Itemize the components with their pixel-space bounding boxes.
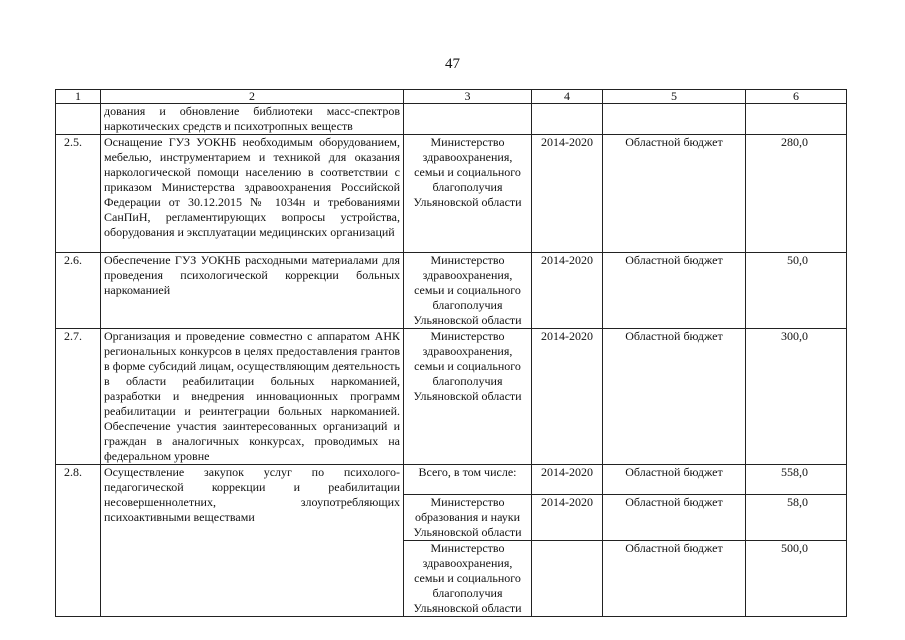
table-row — [56, 329, 847, 465]
period: 2014-2020 — [532, 135, 603, 253]
measure-description: дования и обновление библиотеки масс-спектров наркотических средств и психотропных веществ — [101, 104, 404, 135]
row-number — [56, 104, 101, 135]
row-number: 2.8. — [56, 465, 101, 617]
header-cell: 6 — [746, 90, 847, 104]
funding-source: Областной бюджет — [603, 465, 746, 495]
period: 2014-2020 — [532, 465, 603, 495]
header-cell: 5 — [603, 90, 746, 104]
executor: Министерство здравоохранения, семьи и социального благополучия Ульяновской области — [404, 135, 532, 253]
amount: 58,0 — [746, 495, 847, 541]
table-row — [56, 465, 847, 495]
period — [532, 104, 603, 135]
amount: 280,0 — [746, 135, 847, 253]
funding-source: Областной бюджет — [603, 253, 746, 329]
amount: 500,0 — [746, 541, 847, 617]
header-cell: 3 — [404, 90, 532, 104]
table-row — [56, 253, 847, 329]
funding-source — [603, 104, 746, 135]
period: 2014-2020 — [532, 495, 603, 541]
measure-description: Осуществление закупок услуг по психолого-педагогической коррекции и реабилитации несовершеннолетних, злоупотребляющих психоактивными веществами — [101, 465, 404, 617]
amount: 558,0 — [746, 465, 847, 495]
row-number: 2.6. — [56, 253, 101, 329]
row-number: 2.7. — [56, 329, 101, 465]
amount — [746, 104, 847, 135]
measure-description: Организация и проведение совместно с аппаратом АНК региональных конкурсов в целях предоставления грантов в форме субсидий лицам, осуществляющим деятельность в области реабилитации больных наркоманией, разработки и внедрения инновационных программ реабилитации и реинтеграции больных наркоманией. Обеспечение участия заинтересованных организаций и граждан в аналогичных конкурсах, проводимых на федеральном уровне — [101, 329, 404, 465]
executor — [404, 104, 532, 135]
amount: 300,0 — [746, 329, 847, 465]
page-number: 47 — [445, 56, 460, 72]
funding-source: Областной бюджет — [603, 329, 746, 465]
period: 2014-2020 — [532, 253, 603, 329]
header-cell: 2 — [101, 90, 404, 104]
table-row — [56, 135, 847, 253]
funding-source: Областной бюджет — [603, 495, 746, 541]
table-row — [56, 104, 847, 135]
measure-description: Обеспечение ГУЗ УОКНБ расходными материалами для проведения психологической коррекции больных наркоманией — [101, 253, 404, 329]
header-cell: 1 — [56, 90, 101, 104]
row-number: 2.5. — [56, 135, 101, 253]
executor: Министерство образования и науки Ульяновской области — [404, 495, 532, 541]
executor: Министерство здравоохранения, семьи и социального благополучия Ульяновской области — [404, 541, 532, 617]
amount: 50,0 — [746, 253, 847, 329]
executor: Министерство здравоохранения, семьи и социального благополучия Ульяновской области — [404, 253, 532, 329]
measure-description: Оснащение ГУЗ УОКНБ необходимым оборудованием, мебелью, инструментарием и техникой для оказания наркологической помощи населению в соответствии с приказом Министерства здравоохранения Российской Федерации от 30.12.2015 № 1034н и требованиями СанПиН, регламентирующих вопросы устройства, оборудования и эксплуатации медицинских организаций — [101, 135, 404, 253]
executor: Всего, в том числе: — [404, 465, 532, 495]
funding-source: Областной бюджет — [603, 541, 746, 617]
funding-source: Областной бюджет — [603, 135, 746, 253]
period: 2014-2020 — [532, 329, 603, 465]
measures-table — [55, 89, 847, 617]
header-row — [56, 90, 847, 104]
header-cell: 4 — [532, 90, 603, 104]
executor: Министерство здравоохранения, семьи и социального благополучия Ульяновской области — [404, 329, 532, 465]
period — [532, 541, 603, 617]
